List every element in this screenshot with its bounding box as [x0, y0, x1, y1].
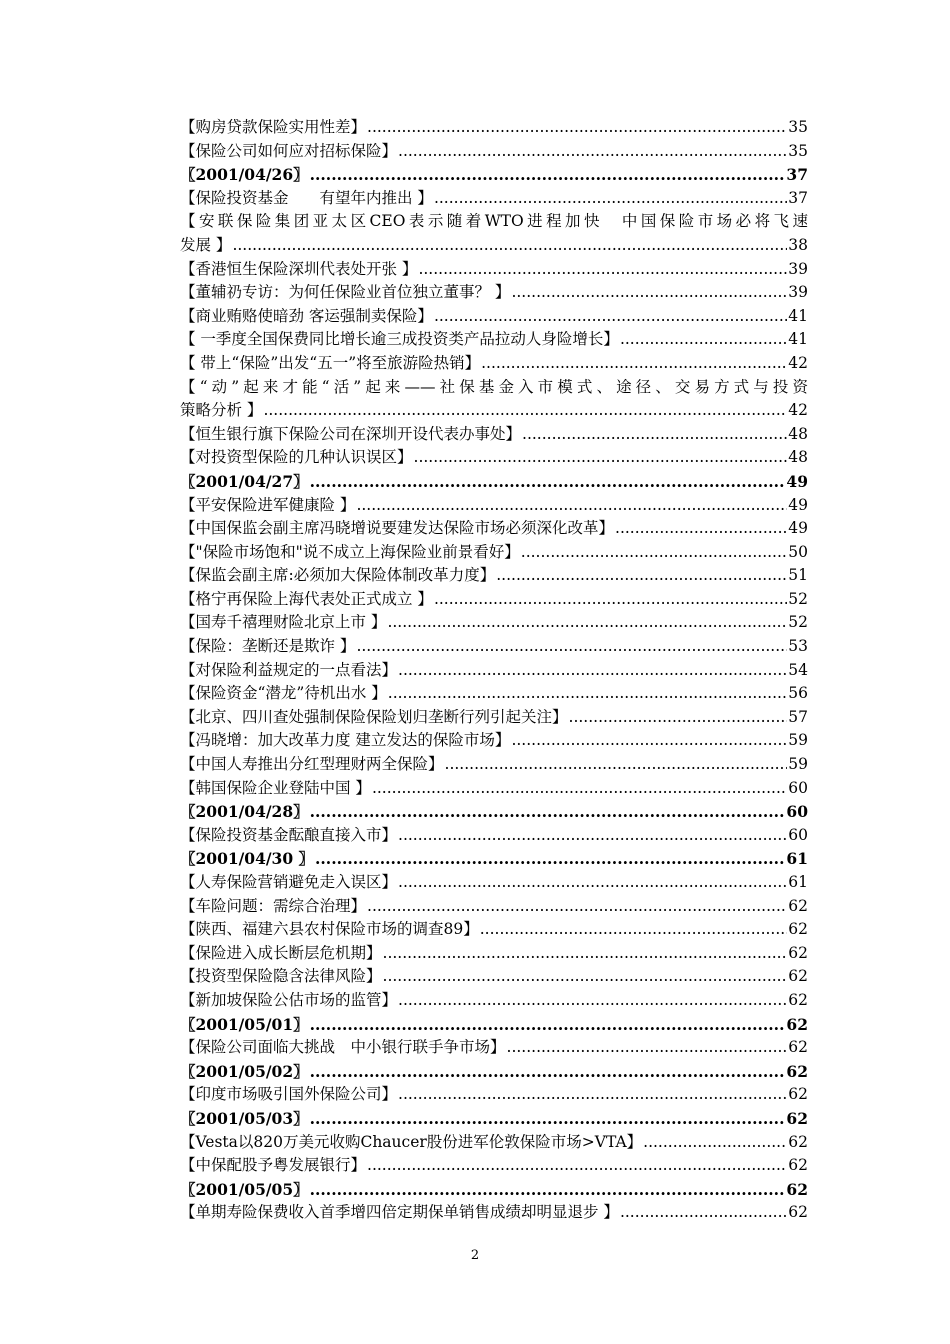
- dot-leader: [480, 918, 788, 942]
- dot-leader: [434, 588, 787, 612]
- toc-entry-page: 60: [788, 778, 808, 797]
- dot-leader: [418, 258, 787, 282]
- page-number: 2: [470, 1248, 480, 1263]
- dot-leader: [310, 1013, 786, 1037]
- dot-leader: [398, 1083, 787, 1107]
- dot-leader: [367, 116, 787, 140]
- toc-entry[interactable]: [180, 588, 808, 612]
- toc-entry[interactable]: [180, 494, 808, 518]
- toc-entry-title: 【格宁再保险上海代表处正式成立 】: [180, 589, 433, 608]
- toc-entry-page: 61: [788, 873, 808, 891]
- dot-leader: [310, 163, 786, 187]
- toc-entry-page: 35: [788, 118, 808, 136]
- toc-entry-page: 62: [788, 1203, 808, 1222]
- table-of-contents: [180, 116, 808, 1225]
- toc-entry[interactable]: [180, 210, 808, 257]
- toc-entry-title: 〖2001/04/26〗: [180, 165, 309, 185]
- toc-entry-title: 〖2001/04/27〗: [180, 471, 309, 491]
- toc-entry-title: 【冯晓增：加大改革力度 建立发达的保险市场】: [180, 731, 511, 750]
- toc-entry[interactable]: [180, 116, 808, 140]
- toc-entry-title: 【对保险利益规定的一点看法】: [180, 660, 398, 679]
- dot-leader: [310, 470, 786, 494]
- toc-entry-title: 【保险投资基金 有望年内推出 】: [180, 188, 433, 207]
- dot-leader: [496, 564, 787, 588]
- toc-entry[interactable]: [180, 281, 808, 305]
- dot-leader: [445, 753, 788, 777]
- toc-entry-title: 〖2001/05/03〗: [180, 1108, 309, 1128]
- toc-entry-title: 【韩国保险企业登陆中国 】: [180, 778, 371, 797]
- toc-entry-page: 37: [786, 165, 808, 185]
- toc-entry-page: 53: [788, 637, 808, 656]
- dot-leader: [643, 1131, 787, 1155]
- dot-leader: [507, 1036, 788, 1060]
- toc-entry[interactable]: [180, 352, 808, 376]
- toc-entry-page: 38: [788, 235, 808, 254]
- dot-leader: [232, 234, 787, 258]
- dot-leader: [398, 659, 787, 683]
- toc-entry-title: 【董辅礽专访：为何任保险业首位独立董事？ 】: [180, 283, 511, 302]
- toc-entry-page: 51: [788, 566, 808, 585]
- toc-entry-page: 62: [788, 1156, 808, 1175]
- toc-entry-title: 〖2001/05/01〗: [180, 1014, 309, 1034]
- toc-entry-page: 62: [788, 967, 808, 986]
- toc-entry-title: 【保险：垄断还是欺诈 】: [180, 637, 356, 656]
- toc-entry[interactable]: [180, 376, 808, 423]
- toc-entry-page: 60: [786, 802, 808, 822]
- toc-entry-title: 〖2001/04/28〗: [180, 802, 309, 822]
- toc-entry[interactable]: [180, 659, 808, 683]
- toc-date-heading[interactable]: [180, 1060, 808, 1084]
- toc-entry[interactable]: [180, 328, 808, 352]
- toc-entry[interactable]: [180, 824, 808, 848]
- toc-entry[interactable]: [180, 918, 808, 942]
- toc-entry-title: 【中保配股予粤发展银行】: [180, 1156, 367, 1175]
- toc-entry-page: 62: [788, 990, 808, 1009]
- dot-leader: [387, 611, 787, 635]
- toc-entry[interactable]: [180, 187, 808, 211]
- dot-leader: [414, 446, 788, 470]
- toc-entry-page: 42: [788, 353, 808, 372]
- dot-leader: [615, 517, 787, 541]
- toc-entry-page: 41: [788, 306, 808, 325]
- toc-date-heading[interactable]: [180, 1013, 808, 1037]
- toc-entry[interactable]: [180, 989, 808, 1013]
- toc-entry-page: 50: [788, 542, 808, 561]
- dot-leader: [310, 1107, 786, 1131]
- toc-entry[interactable]: [180, 729, 808, 753]
- dot-leader: [372, 777, 787, 801]
- toc-entry[interactable]: [180, 965, 808, 989]
- toc-entry-page: 57: [788, 707, 808, 726]
- toc-entry[interactable]: [180, 706, 808, 730]
- toc-date-heading[interactable]: [180, 800, 808, 824]
- toc-entry-title: 【恒生银行旗下保险公司在深圳开设代表办事处】: [180, 424, 522, 443]
- toc-entry-page: 42: [788, 401, 808, 420]
- toc-entry-page: 52: [788, 589, 808, 608]
- toc-entry-title: 【安联保险集团亚太区CEO表示随着WTO进程加快 中国保险市场必将飞速: [180, 212, 808, 231]
- toc-entry-page: 60: [788, 825, 808, 844]
- toc-entry-title: 【保监会副主席:必须加大保险体制改革力度】: [180, 566, 496, 585]
- toc-entry-title: 〖2001/05/05〗: [180, 1179, 309, 1199]
- dot-leader: [620, 328, 787, 352]
- toc-entry-page: 62: [788, 1085, 808, 1104]
- dot-leader: [511, 729, 787, 753]
- toc-entry-title: 【保险进入成长断层危机期】: [180, 943, 382, 962]
- toc-entry-page: 62: [788, 920, 808, 939]
- dot-leader: [263, 399, 787, 423]
- toc-entry[interactable]: [180, 1201, 808, 1225]
- toc-entry[interactable]: [180, 541, 808, 565]
- dot-leader: [569, 706, 788, 730]
- dot-leader: [522, 423, 787, 447]
- toc-entry-title: 〖2001/05/02〗: [180, 1061, 309, 1081]
- dot-leader: [620, 1201, 787, 1225]
- toc-entry-title: 【中国保监会副主席冯晓增说要建发达保险市场必须深化改革】: [180, 519, 615, 538]
- toc-date-heading[interactable]: [180, 847, 808, 871]
- toc-entry-title: 【单期寿险保费收入首季增四倍定期保单销售成绩却明显退步 】: [180, 1203, 619, 1222]
- toc-entry[interactable]: [180, 753, 808, 777]
- toc-entry-page: 49: [788, 495, 808, 514]
- dot-leader: [367, 895, 787, 919]
- toc-entry[interactable]: [180, 635, 808, 659]
- toc-entry[interactable]: [180, 682, 808, 706]
- toc-date-heading[interactable]: [180, 1107, 808, 1131]
- toc-entry[interactable]: [180, 140, 808, 164]
- dot-leader: [511, 281, 787, 305]
- toc-entry-page: 62: [788, 896, 808, 915]
- toc-entry-page: 62: [786, 1179, 808, 1199]
- toc-date-heading[interactable]: [180, 163, 808, 187]
- toc-entry-title: 【保险投资基金酝酿直接入市】: [180, 825, 398, 844]
- toc-entry-page: 59: [788, 755, 808, 774]
- toc-entry-title: 【购房贷款保险实用性差】: [180, 118, 367, 136]
- toc-entry[interactable]: [180, 777, 808, 801]
- toc-entry-page: 48: [788, 448, 808, 467]
- toc-entry-title: 【商业贿赂使暗劲 客运强制卖保险】: [180, 306, 433, 325]
- toc-entry-page: 62: [788, 943, 808, 962]
- toc-entry-page: 39: [788, 259, 808, 278]
- toc-entry[interactable]: [180, 305, 808, 329]
- toc-entry-page: 49: [788, 519, 808, 538]
- toc-entry-title: 【保险公司如何应对招标保险】: [180, 141, 398, 160]
- toc-entry-title: 【国寿千禧理财险北京上市 】: [180, 613, 387, 632]
- dot-leader: [398, 989, 787, 1013]
- toc-entry[interactable]: [180, 564, 808, 588]
- toc-entry-title: 【"保险市场饱和"说不成立上海保险业前景看好】: [180, 542, 520, 561]
- toc-entry-page: 41: [788, 330, 808, 349]
- dot-leader: [398, 871, 787, 895]
- dot-leader: [367, 1154, 787, 1178]
- toc-entry-page: 59: [788, 731, 808, 750]
- dot-leader: [434, 187, 787, 211]
- toc-entry-title: 【中国人寿推出分红型理财两全保险】: [180, 755, 444, 774]
- toc-entry-title: 【投资型保险隐含法律风险】: [180, 967, 382, 986]
- toc-entry-page: 37: [788, 188, 808, 207]
- toc-entry[interactable]: [180, 1036, 808, 1060]
- toc-entry-page: 35: [788, 141, 808, 160]
- toc-entry-title: 【人寿保险营销避免走入误区】: [180, 873, 398, 891]
- toc-entry[interactable]: [180, 1131, 808, 1155]
- dot-leader: [310, 800, 786, 824]
- dot-leader: [310, 1178, 786, 1202]
- toc-entry[interactable]: [180, 446, 808, 470]
- toc-entry-title: 【“动”起来才能“活”起来——社保基金入市模式、途径、交易方式与投资: [180, 377, 808, 396]
- toc-entry[interactable]: [180, 1083, 808, 1107]
- toc-entry-title: 【陕西、福建六县农村保险市场的调查89】: [180, 920, 479, 939]
- dot-leader: [356, 635, 787, 659]
- dot-leader: [383, 965, 788, 989]
- toc-entry-title: 【对投资型保险的几种认识误区】: [180, 448, 413, 467]
- toc-entry-page: 62: [788, 1132, 808, 1151]
- dot-leader: [434, 305, 787, 329]
- toc-entry-page: 39: [788, 283, 808, 302]
- dot-leader: [310, 1060, 786, 1084]
- toc-entry-title: 【平安保险进军健康险 】: [180, 495, 356, 514]
- toc-entry-page: 62: [786, 1108, 808, 1128]
- toc-entry-title-continued: 策略分析 】: [180, 401, 263, 420]
- toc-entry-page: 61: [786, 849, 808, 869]
- toc-entry-title: 【新加坡保险公估市场的监管】: [180, 990, 398, 1009]
- dot-leader: [356, 494, 787, 518]
- toc-entry-title: 〖2001/04/30 〗: [180, 849, 314, 869]
- toc-date-heading[interactable]: [180, 1178, 808, 1202]
- toc-entry[interactable]: [180, 1154, 808, 1178]
- toc-entry-title: 【香港恒生保险深圳代表处开张 】: [180, 259, 418, 278]
- dot-leader: [398, 140, 787, 164]
- toc-entry-page: 56: [788, 684, 808, 703]
- toc-entry-title: 【Vesta以820万美元收购Chaucer股份进军伦敦保险市场>VTA】: [180, 1132, 643, 1151]
- toc-entry-page: 48: [788, 424, 808, 443]
- toc-entry[interactable]: [180, 871, 808, 895]
- toc-entry-title: 【 一季度全国保费同比增长逾三成投资类产品拉动人身险增长】: [180, 330, 619, 349]
- toc-entry-page: 52: [788, 613, 808, 632]
- dot-leader: [388, 682, 787, 706]
- toc-entry-page: 62: [788, 1038, 808, 1057]
- toc-entry-title: 【车险问题：需综合治理】: [180, 896, 367, 915]
- toc-entry-title-continued: 发展 】: [180, 235, 232, 254]
- toc-entry[interactable]: [180, 895, 808, 919]
- toc-entry[interactable]: [180, 942, 808, 966]
- dot-leader: [521, 541, 788, 565]
- toc-entry[interactable]: [180, 258, 808, 282]
- toc-entry-page: 54: [788, 660, 808, 679]
- toc-entry-title: 【印度市场吸引国外保险公司】: [180, 1085, 398, 1104]
- dot-leader: [481, 352, 787, 376]
- dot-leader: [315, 847, 785, 871]
- toc-entry-page: 62: [786, 1014, 808, 1034]
- toc-entry-page: 49: [786, 471, 808, 491]
- toc-entry-title: 【 带上“保险”出发“五一”将至旅游险热销】: [180, 353, 481, 372]
- toc-entry-title: 【保险公司面临大挑战 中小银行联手争市场】: [180, 1038, 506, 1057]
- toc-entry[interactable]: [180, 517, 808, 541]
- toc-entry-page: 62: [786, 1061, 808, 1081]
- dot-leader: [398, 824, 787, 848]
- toc-entry-title: 【北京、四川查处强制保险保险划归垄断行列引起关注】: [180, 707, 568, 726]
- toc-entry[interactable]: [180, 611, 808, 635]
- toc-entry[interactable]: [180, 423, 808, 447]
- toc-date-heading[interactable]: [180, 470, 808, 494]
- dot-leader: [383, 942, 788, 966]
- toc-entry-title: 【保险资金“潜龙”待机出水 】: [180, 684, 387, 703]
